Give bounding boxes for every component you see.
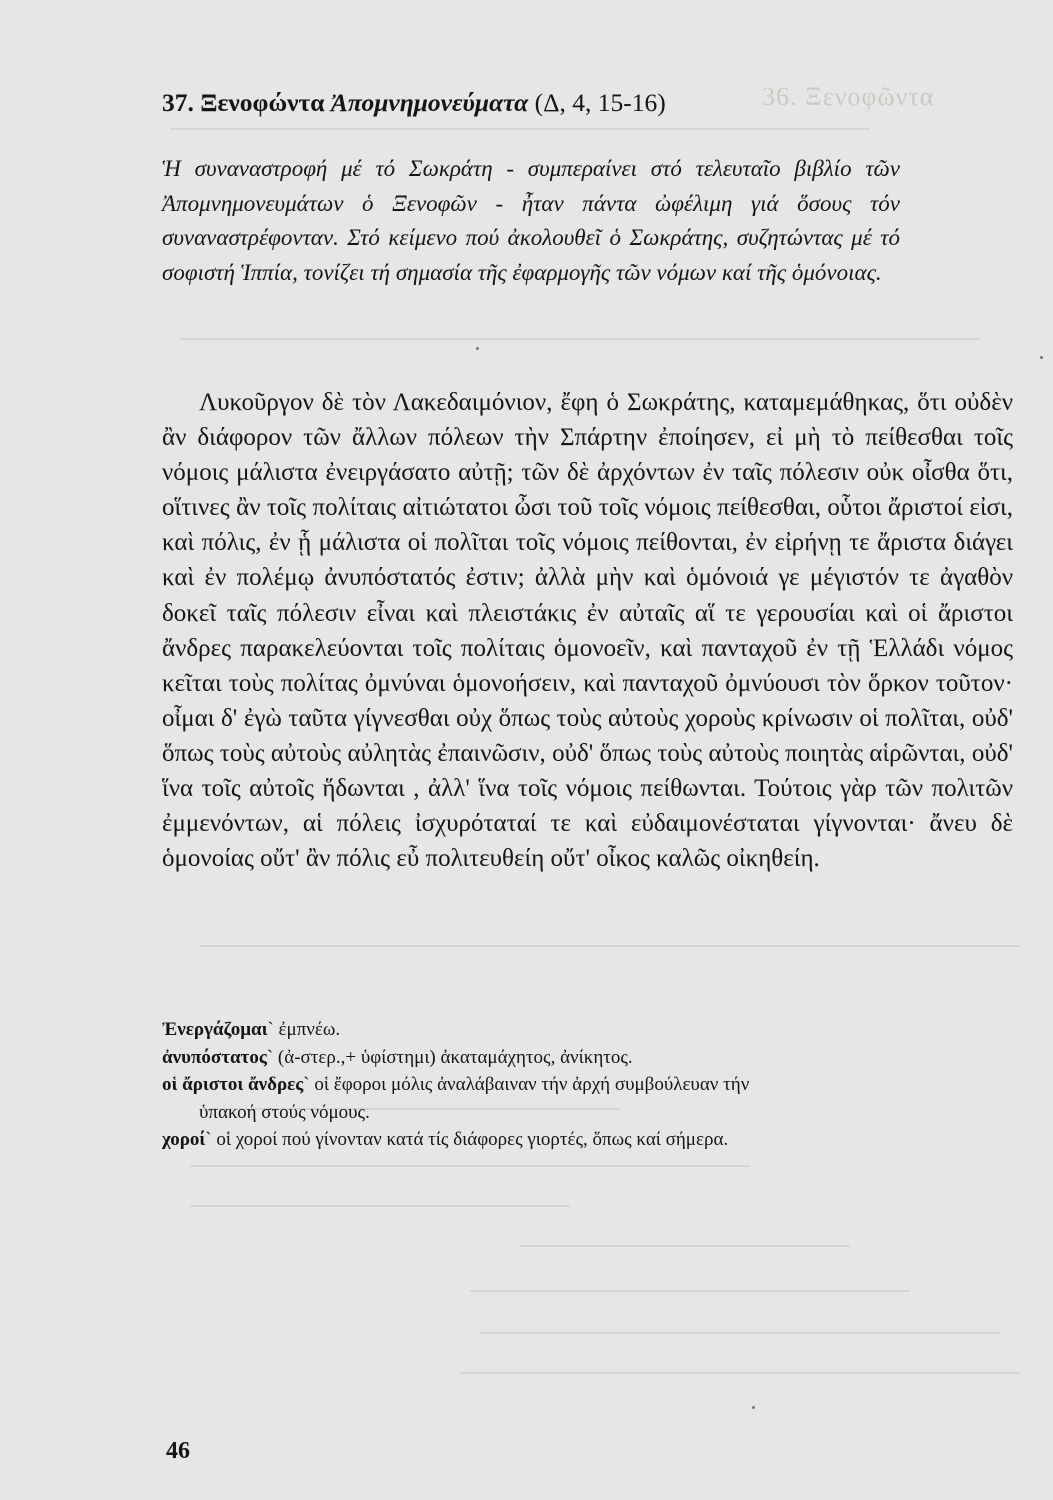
glossary-definition: οἱ χοροί πού γίνονταν κατά τίς διάφορες γιορτές, ὅπως καί σήμερα. bbox=[216, 1129, 729, 1150]
bleed-through-line bbox=[470, 1290, 910, 1292]
glossary-entry: χοροί` οἱ χοροί πού γίνονταν κατά τίς διάφορες γιορτές, ὅπως καί σήμερα. bbox=[162, 1129, 729, 1150]
glossary-entry: ἀνυπόστατος` (ἀ-στερ.,+ ὑφίστημι) ἀκαταμάχητος, ἀνίκητος. bbox=[162, 1046, 633, 1068]
work-reference: (Δ, 4, 15-16) bbox=[534, 88, 666, 117]
text-number: 37. bbox=[162, 88, 194, 117]
scan-speck bbox=[476, 347, 479, 350]
glossary-definition-continued: ὑπακοή στούς νόμους. bbox=[199, 1101, 370, 1123]
bleed-through-line bbox=[170, 128, 870, 130]
bleed-through-line bbox=[190, 1165, 750, 1167]
text-heading bbox=[162, 86, 902, 120]
glossary-entry: Ἐνεργάζομαι` ἐμπνέω. bbox=[162, 1019, 341, 1040]
glossary-term: Ἐνεργάζομαι bbox=[162, 1019, 268, 1040]
page-number: 46 bbox=[166, 1438, 190, 1464]
glossary-definition: οἱ ἔφοροι μόλις ἀναλάβαιναν τήν ἀρχή συμβούλευαν τήν bbox=[314, 1074, 750, 1095]
author-name: Ξενοφώντα bbox=[200, 88, 325, 117]
glossary-definition: ἐμπνέω. bbox=[278, 1019, 341, 1040]
glossary-term: οἱ ἄριστοι ἄνδρες bbox=[162, 1074, 304, 1095]
bleed-through-line bbox=[180, 338, 980, 340]
introduction-paragraph: Ἡ συναναστροφή μέ τό Σωκράτη - συμπεραίνει στό τελευταῖο βιβλίο τῶν Ἀπομνημονευμάτων ὁ Ξενοφῶν - ἦταν πάντα ὠφέλιμη γιά ὅσους τόν συναναστρέφονταν. Στό κείμενο πού ἀκολουθεῖ ὁ Σωκράτης, συζητώντας μέ τό σοφιστή Ἱππία, τονίζει τή σημασία τῆς ἐφαρμογῆς τῶν νόμων καί τῆς ὁμόνοιας. bbox=[162, 156, 900, 285]
glossary-term: ἀνυπόστατος bbox=[162, 1046, 267, 1068]
bleed-through-heading: 36. Ξενοφῶντα bbox=[762, 82, 935, 111]
glossary-term: χοροί bbox=[162, 1129, 206, 1150]
bleed-through-line bbox=[200, 945, 1020, 947]
bleed-through-line bbox=[190, 1205, 570, 1207]
bleed-through-line bbox=[480, 1332, 1000, 1334]
bleed-through-line bbox=[520, 1245, 850, 1247]
bleed-through-line bbox=[460, 1372, 1020, 1374]
scan-speck bbox=[1040, 356, 1043, 359]
ancient-greek-passage: Λυκοῦργον δὲ τὸν Λακεδαιμόνιον, ἔφη ὁ Σωκράτης, καταμεμάθηκας, ὅτι οὐδὲν ἂν διάφορον τῶν ἄλλων πόλεων τὴν Σπάρτην ἐποίησεν, εἰ μὴ τὸ πείθεσθαι τοῖς νόμοις μάλιστα ἐνειργάσατο αὐτῇ; τῶν δὲ ἀρχόντων ἐν ταῖς πόλεσιν οὐκ οἶσθα ὅτι, οἵτινες ἂν τοῖς πολίταις αἰτιώτατοι ὦσι τοῦ τοῖς νόμοις πείθεσθαι, οὗτοι ἄριστοί εἰσι, καὶ πόλις, ἐν ᾗ μάλιστα οἱ πολῖται τοῖς νόμοις πείθονται, ἐν εἰρήνῃ τε ἄριστα διάγει καὶ ἐν πολέμῳ ἀνυπόστατός ἐστιν; ἀλλὰ μὴν καὶ ὁμόνοιά γε μέγιστόν τε ἀγαθὸν δοκεῖ ταῖς πόλεσιν εἶναι καὶ πλειστάκις ἐν αὐταῖς αἵ τε γερουσίαι καὶ οἱ ἄριστοι ἄνδρες παρακελεύονται τοῖς πολίταις ὁμονοεῖν, καὶ πανταχοῦ ἐν τῇ Ἑλλάδι νόμος κεῖται τοὺς πολίτας ὀμνύναι ὁμονοήσειν, καὶ πανταχοῦ ὀμνύουσι τὸν ὅρκον τοῦτον· οἶμαι δ' ἐγὼ ταῦτα γίγνεσθαι οὐχ ὅπως τοὺς αὐτοὺς χοροὺς κρίνωσιν οἱ πολῖται, οὐδ' ὅπως τοὺς αὐτοὺς αὐλητὰς ἐπαινῶσιν, οὐδ' ὅπως τοὺς αὐτοὺς ποιητὰς αἱρῶνται, οὐδ' ἵνα τοῖς αὐτοῖς ἥδωνται , ἀλλ' ἵνα τοῖς νόμοις πείθωνται. Τούτοις γὰρ τῶν πολιτῶν ἐμμενόντων, αἱ πόλεις ἰσχυρόταταί τε καὶ εὐδαιμονέσταται γίγνονται· ἄνευ δὲ ὁμονοίας οὔτ' ἂν πόλις εὖ πολιτευθείη οὔτ' οἶκος καλῶς οἰκηθείη. bbox=[162, 389, 1013, 873]
glossary-entry: οἱ ἄριστοι ἄνδρες` οἱ ἔφοροι μόλις ἀναλάβαιναν τήν ἀρχή συμβούλευαν τήν ὑπακοή στούς νόμους. bbox=[162, 1071, 1022, 1126]
scan-speck bbox=[752, 1406, 755, 1409]
glossary bbox=[162, 1016, 1022, 1154]
glossary-definition: (ἀ-στερ.,+ ὑφίστημι) ἀκαταμάχητος, ἀνίκητος. bbox=[277, 1046, 633, 1068]
work-title: Ἀπομνημονεύματα bbox=[330, 88, 529, 117]
